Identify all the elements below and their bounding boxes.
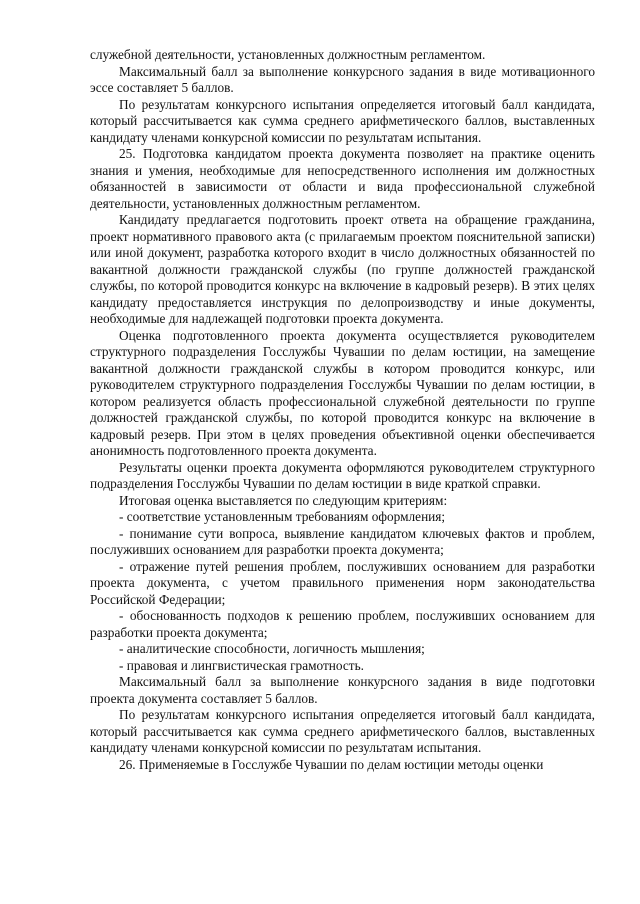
paragraph-evaluation: Оценка подготовленного проекта документа осуществляется руководителем структурного подразделения Госслужбы Чувашии по делам юстиции, на замещение вакантной должности гражданской службы в котором проводится конкурс, или руководителем структурного подразделения Госслужбы Чувашии по делам юстиции, в котором реализуется область профессиональной служебной деятельности по группе должностей гражданской службы, по которой проводится конкурс на включение в кадровый резерв. При этом в целях проведения объективной оценки обеспечивается анонимность подготовленного проекта документа.: [90, 327, 595, 458]
paragraph-document-task: Кандидату предлагается подготовить проект ответа на обращение гражданина, проект нормативного правового акта (с прилагаемым проектом пояснительной записки) или иной документ, разработка которого входит в число должностных обязанностей по вакантной должности гражданской службы (по группе должностей гражданской службы, по которой проводится конкурс на включение в кадровый резерв). В этих целях кандидату предоставляется инструкция по делопроизводству и иные документы, необходимые для надлежащей подготовки проекта документа.: [90, 212, 595, 326]
criteria-item: - аналитические способности, логичность мышления;: [119, 641, 425, 656]
paragraph-final-score-2: По результатам конкурсного испытания определяется итоговый балл кандидата, который рассчитывается как сумма среднего арифметического баллов, выставленных кандидату членами конкурсной комиссии по результатам испытания.: [90, 707, 595, 755]
paragraph-item-25: 25. Подготовка кандидатом проекта документа позволяет на практике оценить знания и умения, необходимые для непосредственного исполнения им должностных обязанностей в зависимости от области и вида профессиональной служебной деятельности, установленных должностным регламентом.: [90, 146, 595, 211]
document-page: [90, 47, 595, 773]
paragraph-results: Результаты оценки проекта документа оформляются руководителем структурного подразделения Госслужбы Чувашии по делам юстиции в виде краткой справки.: [90, 459, 595, 491]
paragraph-item-26: 26. Применяемые в Госслужбе Чувашии по делам юстиции методы оценки: [119, 756, 544, 772]
paragraph-max-score-essay: Максимальный балл за выполнение конкурсного задания в виде мотивационного эссе составляет 5 баллов.: [90, 63, 595, 95]
criteria-item: - правовая и лингвистическая грамотность.: [119, 657, 365, 673]
paragraph-final-score-1: По результатам конкурсного испытания определяется итоговый балл кандидата, который рассчитывается как сумма среднего арифметического баллов, выставленных кандидату членами конкурсной комиссии по результатам испытания.: [90, 96, 595, 145]
criteria-item: - обоснованность подходов к решению проблем, послуживших основанием для разработки проекта документа;: [90, 608, 595, 640]
criteria-item: - понимание сути вопроса, выявление кандидатом ключевых фактов и проблем, послуживших основанием для разработки проекта документа;: [90, 525, 595, 557]
paragraph-criteria-intro: Итоговая оценка выставляется по следующим критериям:: [119, 492, 448, 508]
paragraph-max-score-document: Максимальный балл за выполнение конкурсного задания в виде подготовки проекта документа составляет 5 баллов.: [90, 674, 595, 706]
criteria-item: - отражение путей решения проблем, послуживших основанием для разработки проекта документа, с учетом правильного применения норм законодательства Российской Федерации;: [90, 558, 595, 607]
criteria-item: - соответствие установленным требованиям оформления;: [119, 509, 446, 524]
paragraph-continuation: служебной деятельности, установленных должностным регламентом.: [90, 47, 486, 62]
